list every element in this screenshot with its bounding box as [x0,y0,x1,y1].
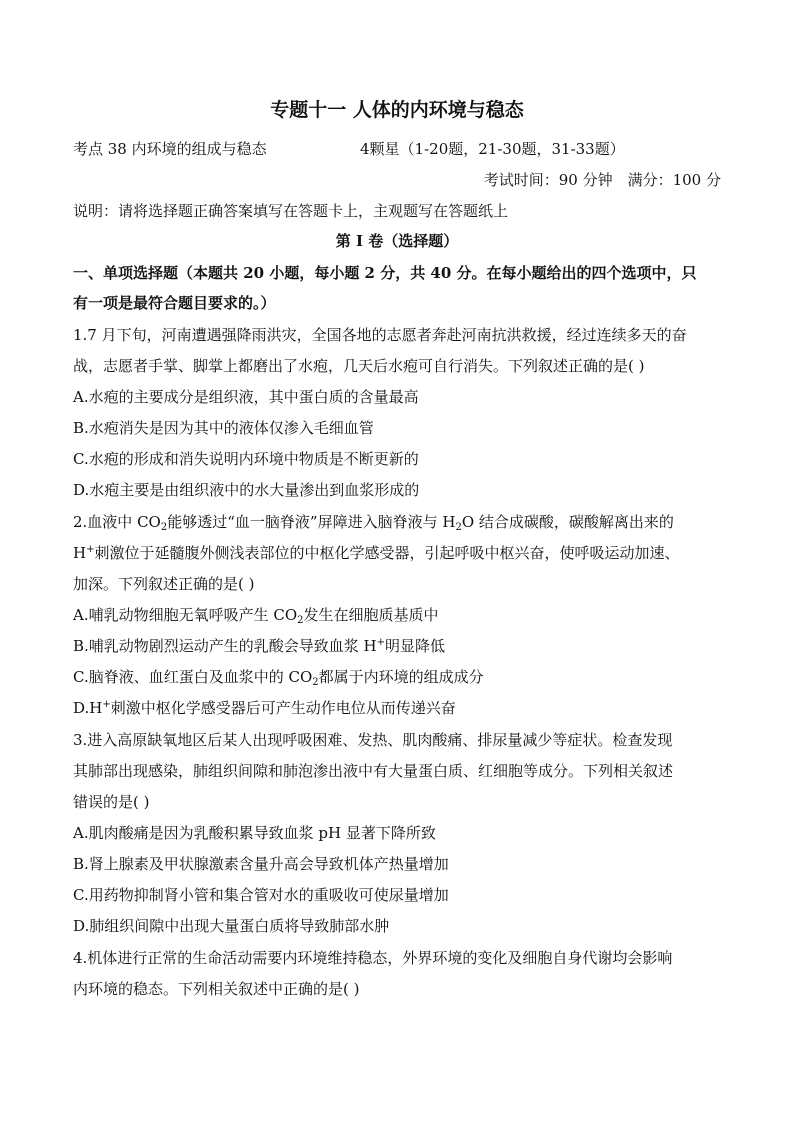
section-heading-line-2: 有一项是最符合题目要求的。） [73,294,276,312]
question-1-stem-line-1: 1.7 月下旬，河南遭遇强降雨洪灾，全国各地的志愿者奔赴河南抗洪救援，经过连续多天的奋 [73,326,687,344]
question-2-stem-line-2: H+刺激位于延髓腹外侧浅表部位的中枢化学感受器，引起呼吸中枢兴奋，使呼吸运动加速、 [73,544,680,562]
question-1-option-d: D.水疱主要是由组织液中的水大量渗出到血浆形成的 [73,481,420,499]
question-2-option-d: D.H+刺激中枢化学感受器后可产生动作电位从而传递兴奋 [73,699,456,717]
question-3-option-a: A.肌肉酸痛是因为乳酸积累导致血浆 pH 显著下降所致 [73,824,436,842]
page-title: 专题十一 人体的内环境与稳态 [270,99,524,121]
question-3-option-d: D.肺组织间隙中出现大量蛋白质将导致肺部水肿 [73,917,390,935]
question-3-option-c: C.用药物抑制肾小管和集合管对水的重吸收可使尿量增加 [73,886,449,904]
question-2-stem-line-3: 加深。下列叙述正确的是( ) [73,575,255,593]
topic-label: 考点 38 内环境的组成与稳态 [73,140,267,158]
instruction-text: 说明：请将选择题正确答案填写在答题卡上，主观题写在答题纸上 [73,202,509,220]
question-4-stem-line-1: 4.机体进行正常的生命活动需要内环境维持稳态，外界环境的变化及细胞自身代谢均会影响 [73,949,673,967]
question-2-option-b: B.哺乳动物剧烈运动产生的乳酸会导致血浆 H+明显降低 [73,637,446,655]
exam-info: 考试时间：90 分钟 满分：100 分 [483,171,721,189]
question-2-stem-line-1: 2.血液中 $CO_2$能够透过“血一脑脊液”屏障进入脑脊液与 $H_2O$ 结合成碳酸，碳酸解离出来的 [73,513,674,533]
section-heading-line-1: 一、单项选择题（本题共 20 小题，每小题 2 分，共 40 分。在每小题给出的四个选项中，只 [73,264,697,282]
question-1-option-c: C.水疱的形成和消失说明内环境中物质是不断更新的 [73,450,419,468]
question-3-stem-line-3: 错误的是( ) [73,793,150,811]
volume-title: 第 I 卷（选择题） [335,232,459,250]
question-4-stem-line-2: 内环境的稳态。下列相关叙述中正确的是( ) [73,980,360,998]
star-rating: 4颗星（1-20题，21-30题，31-33题） [360,140,625,158]
question-3-stem-line-1: 3.进入高原缺氧地区后某人出现呼吸困难、发热、肌肉酸痛、排尿量减少等症状。检查发现 [73,731,673,749]
question-3-option-b: B.肾上腺素及甲状腺激素含量升高会导致机体产热量增加 [73,855,449,873]
question-2-option-a: A.哺乳动物细胞无氧呼吸产生 $CO_2$发生在细胞质基质中 [73,606,439,626]
question-3-stem-line-2: 其肺部出现感染，肺组织间隙和肺泡渗出液中有大量蛋白质、红细胞等成分。下列相关叙述 [73,762,674,780]
question-1-option-a: A.水疱的主要成分是组织液，其中蛋白质的含量最高 [73,388,419,406]
question-2-option-c: C.脑脊液、血红蛋白及血浆中的 $CO_2$都属于内环境的组成成分 [73,668,484,688]
question-1-stem-line-2: 战，志愿者手掌、脚掌上都磨出了水疱，几天后水疱可自行消失。下列叙述正确的是( ) [73,357,645,375]
question-1-option-b: B.水疱消失是因为其中的液体仅渗入毛细血管 [73,419,374,437]
